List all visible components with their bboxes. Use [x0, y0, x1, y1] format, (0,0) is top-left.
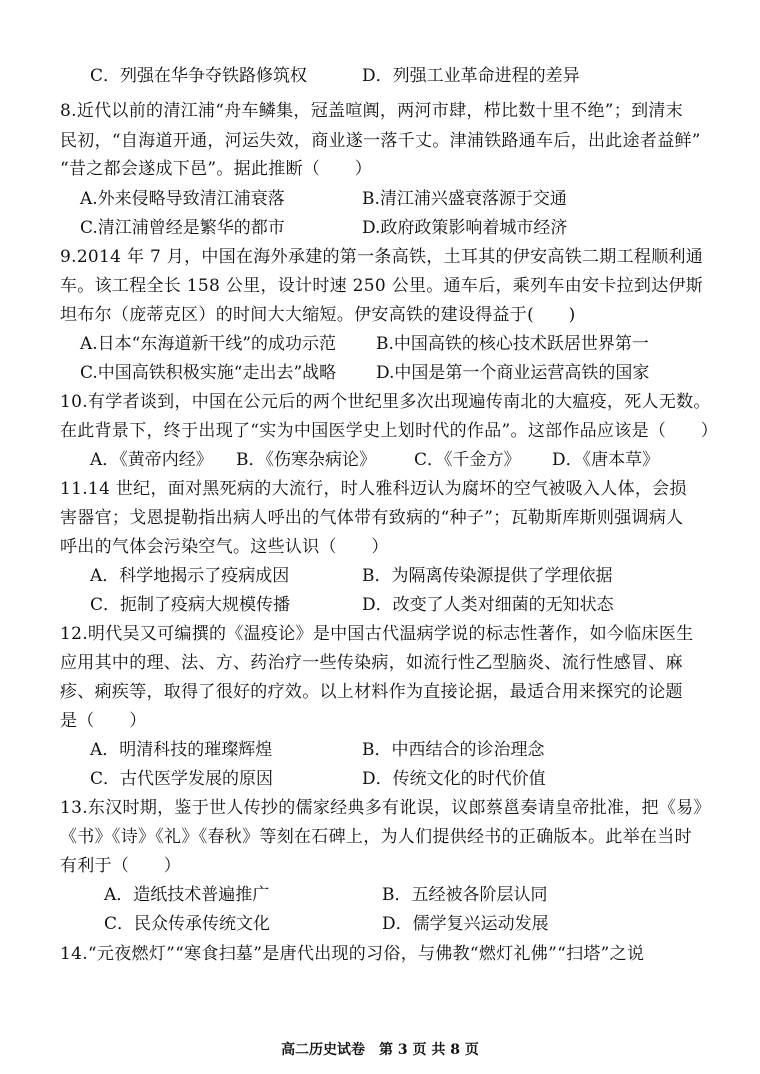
- q7-option-c: C．列强在华争夺铁路修筑权: [90, 66, 308, 86]
- q14-stem-line1: 14.“元夜燃灯”“寒食扫墓”是唐代出现的习俗，与佛教“燃灯礼佛”“扫塔”之说: [60, 944, 645, 964]
- q10-stem-line1: 10.有学者谈到，中国在公元后的两个世纪里多次出现遍传南北的大瘟疫，死人无数。: [60, 392, 711, 412]
- q8-stem-line1: 8.近代以前的清江浦“舟车鳞集，冠盖喧阗，两河市肆，栉比数十里不绝”；到清末: [60, 101, 683, 121]
- q13-option-a: A．造纸技术普遍推广: [104, 885, 270, 905]
- q13-option-d: D．儒学复兴运动发展: [382, 914, 549, 934]
- q13-stem-line2: 《书》《诗》《礼》《春秋》等刻在石碑上，为人们提供经书的正确版本。此举在当时: [60, 827, 692, 847]
- q9-option-c: C.中国高铁积极实施“走出去”战略: [80, 363, 337, 383]
- q12-stem-line4: 是（ ）: [60, 711, 147, 731]
- q8-stem-line2: 民初，“自海道开通，河运失效，商业遂一落千丈。津浦铁路通车后，出此途者益鲜”: [60, 131, 701, 151]
- q8-option-c: C.清江浦曾经是繁华的都市: [80, 218, 285, 238]
- q13-option-b: B．五经被各阶层认同: [382, 885, 548, 905]
- q9-stem-line3: 坦布尔（庞蒂克区）的时间大大缩短。伊安高铁的建设得益于( ): [60, 305, 576, 325]
- q9-option-a: A.日本“东海道新干线”的成功示范: [80, 334, 337, 354]
- q7-option-d: D．列强工业革命进程的差异: [362, 66, 580, 86]
- q9-stem-line2: 车。该工程全长 158 公里，设计时速 250 公里。通车后，乘列车由安卡拉到达伊斯: [60, 276, 704, 296]
- q12-stem-line1: 12.明代吴又可编撰的《温疫论》是中国古代温病学说的标志性著作，如今临床医生: [60, 624, 694, 644]
- q11-option-b: B．为隔离传染源提供了学理依据: [362, 566, 613, 586]
- q8-option-a: A.外来侵略导致清江浦衰落: [80, 189, 285, 209]
- q12-option-d: D．传统文化的时代价值: [362, 769, 546, 789]
- page-footer: 高二历史试卷 第 3 页 共 8 页: [281, 1042, 479, 1058]
- q10-option-d: D．《唐本草》: [552, 450, 660, 470]
- q8-option-d: D.政府政策影响着城市经济: [362, 218, 568, 238]
- q11-option-c: C．扼制了疫病大规模传播: [90, 595, 291, 615]
- q10-option-b: B．《伤寒杂病论》: [236, 450, 376, 470]
- q13-option-c: C．民众传承传统文化: [104, 914, 271, 934]
- q11-stem-line3: 呼出的气体会污染空气。这些认识（ ）: [60, 537, 389, 557]
- q10-option-c: C．《千金方》: [414, 450, 521, 470]
- q11-option-a: A．科学地揭示了疫病成因: [90, 566, 290, 586]
- q10-option-a: A．《黄帝内经》: [90, 450, 213, 470]
- q8-option-b: B.清江浦兴盛衰落源于交通: [362, 189, 567, 209]
- q12-option-a: A．明清科技的璀璨辉煌: [90, 740, 273, 760]
- q10-stem-line2: 在此背景下，终于出现了“实为中国医学史上划时代的作品”。这部作品应该是（ ）: [60, 421, 719, 441]
- q9-option-d: D.中国是第一个商业运营高铁的国家: [376, 363, 650, 383]
- q11-option-d: D．改变了人类对细菌的无知状态: [362, 595, 614, 615]
- q12-stem-line3: 疹、痢疾等，取得了很好的疗效。以上材料作为直接论据，最适合用来探究的论题: [60, 682, 683, 702]
- q11-stem-line2: 害器官；戈恩提勒指出病人呼出的气体带有致病的“种子”；瓦勒斯库斯则强调病人: [60, 508, 684, 528]
- q9-stem-line1: 9.2014 年 7 月，中国在海外承建的第一条高铁，土耳其的伊安高铁二期工程顺利通: [60, 247, 704, 267]
- q9-option-b: B.中国高铁的核心技术跃居世界第一: [376, 334, 649, 354]
- q8-stem-line3: “昔之都会遂成下邑”。据此推断（ ）: [60, 159, 373, 179]
- q12-option-c: C．古代医学发展的原因: [90, 769, 274, 789]
- q13-stem-line3: 有利于（ ）: [60, 856, 182, 876]
- q13-stem-line1: 13.东汉时期，鉴于世人传抄的儒家经典多有讹误，议郎蔡邕奏请皇帝批准，把《易》: [60, 798, 711, 818]
- q12-stem-line2: 应用其中的理、法、方、药治疗一些传染病，如流行性乙型脑炎、流行性感冒、麻: [60, 653, 683, 673]
- q11-stem-line1: 11.14 世纪，面对黑死病的大流行，时人雅科迈认为腐坏的空气被吸入人体，会损: [60, 479, 687, 499]
- q12-option-b: B．中西结合的诊治理念: [362, 740, 545, 760]
